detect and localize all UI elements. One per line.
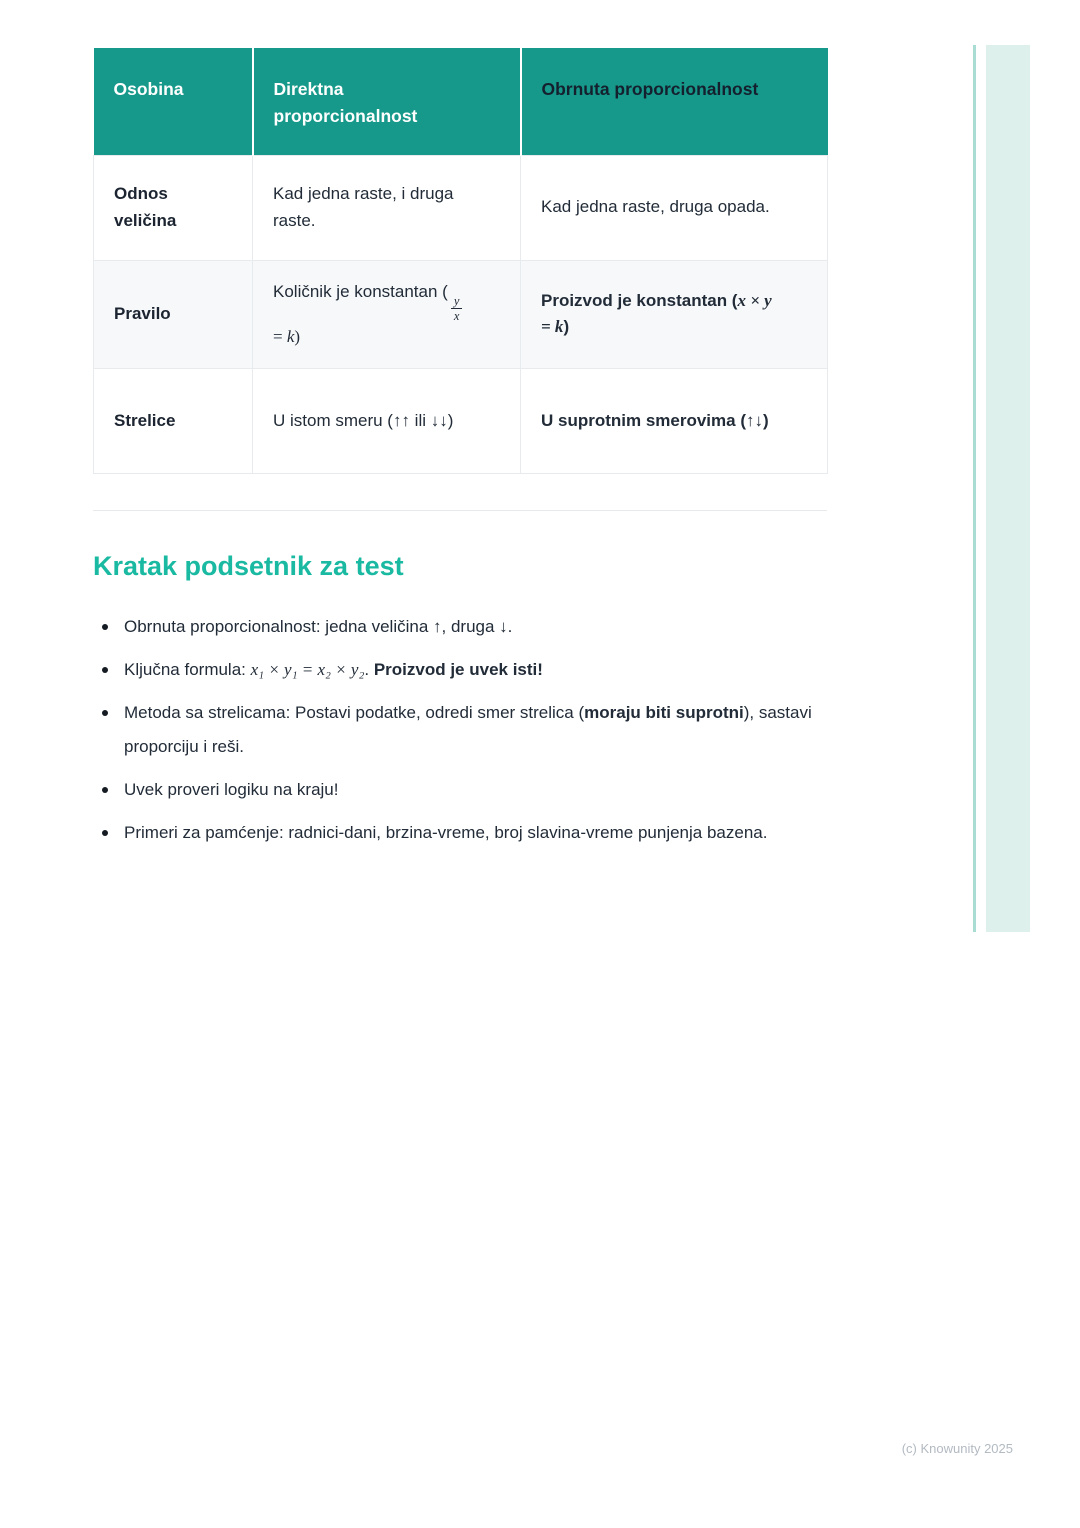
cell-text <box>541 288 785 341</box>
constant-k: k <box>286 327 295 346</box>
header-cell-obrnuta <box>521 48 828 155</box>
page-edge-line <box>973 45 976 932</box>
fraction-y-over-x <box>451 295 463 325</box>
cell-text: U suprotnim smerovima (↑↓) <box>541 411 769 431</box>
table-head <box>94 48 828 155</box>
document-content <box>93 48 827 859</box>
table-header-row <box>94 48 828 155</box>
equals-sign: = <box>273 327 287 346</box>
cell-direct-strelice <box>253 369 521 474</box>
cell-text: U istom smeru (↑↑ ili ↓↓) <box>273 411 454 431</box>
cell-inverse-odnos <box>521 155 828 260</box>
section-divider <box>93 510 827 511</box>
list-item-text: Ključna formula: <box>124 659 251 679</box>
list-item-bold-text: moraju biti suprotni <box>584 702 744 722</box>
header-cell-osobina <box>94 48 253 155</box>
table-row-pravilo <box>94 260 828 369</box>
cell-text: Kad jedna raste, druga opada. <box>541 197 770 217</box>
list-item-text: ), sastavi proporciju i reši. <box>124 702 812 756</box>
header-label-obrnuta: Obrnuta proporcionalnost <box>541 79 759 99</box>
cell-direct-odnos <box>253 155 521 260</box>
cell-text: Kad jedna raste, i druga raste. <box>273 184 454 230</box>
list-item-bold-text: Proizvod je uvek isti! <box>373 659 543 679</box>
cell-inverse-strelice <box>521 369 828 474</box>
section-title: Kratak podsetnik za test <box>93 551 404 582</box>
list-item-text: Metoda sa strelicama: Postavi podatke, odredi smer strelica ( <box>124 702 585 722</box>
list-item-arrow-method <box>93 696 827 764</box>
fraction-denominator: x <box>451 308 463 324</box>
math-expression: x × y = k <box>541 291 772 337</box>
row-label-text: Odnos veličina <box>114 184 177 230</box>
row-label-cell <box>94 155 253 260</box>
list-item-inverse-proportion <box>93 610 827 644</box>
list-item-text: Primeri za pamćenje: radnici-dani, brzina-vreme, broj slavina-vreme punjenja bazena. <box>124 822 768 842</box>
math-expression: x₁ × y₁ = x₂ × y₂ <box>250 659 365 679</box>
header-label-osobina: Osobina <box>113 79 184 99</box>
table-row-odnos-velicina <box>94 155 828 260</box>
copyright-footer: (c) Knowunity 2025 <box>901 1441 1013 1456</box>
table-body <box>94 155 828 474</box>
closing-paren: ) <box>294 327 301 346</box>
scrollbar-track[interactable] <box>986 45 1030 932</box>
list-item-examples <box>93 816 827 850</box>
formula-prefix: Količnik je konstantan ( <box>273 281 448 301</box>
list-item-text: Obrnuta proporcionalnost: jedna veličina ↑, druga ↓. <box>124 616 513 636</box>
fraction-numerator: y <box>453 293 460 308</box>
cell-text <box>273 279 473 351</box>
row-label-text: Pravilo <box>114 304 171 324</box>
list-item-key-formula <box>93 653 827 687</box>
row-label-text: Strelice <box>114 411 176 431</box>
cell-direct-pravilo <box>253 260 521 369</box>
proportionality-table <box>93 48 828 474</box>
row-label-cell <box>94 369 253 474</box>
closing-paren: ) <box>563 317 570 337</box>
cell-inverse-pravilo <box>521 260 828 369</box>
list-item-check-logic <box>93 773 827 807</box>
reminder-list <box>93 610 827 850</box>
header-cell-direktna <box>253 48 521 155</box>
header-label-direktna: Direktna proporcionalnost <box>273 79 418 127</box>
row-label-cell <box>94 260 253 369</box>
formula-prefix: Proizvod je konstantan ( <box>541 291 738 311</box>
list-item-text: . <box>364 659 374 679</box>
table-row-strelice <box>94 369 828 474</box>
list-item-text: Uvek proveri logiku na kraju! <box>124 779 339 799</box>
